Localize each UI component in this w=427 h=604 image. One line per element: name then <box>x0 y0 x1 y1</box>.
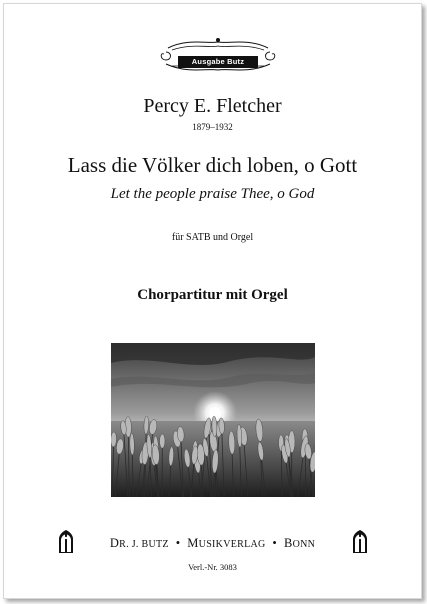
edition-type: Chorpartitur mit Orgel <box>137 287 288 303</box>
composer-years: 1879–1932 <box>192 122 233 132</box>
edition-label: Ausgabe Butz <box>178 56 258 68</box>
title-english: Let the people praise Thee, o God <box>110 186 315 202</box>
ornamental-banner-icon <box>158 34 278 76</box>
publisher-musikverlag: MUSIKVERLAG <box>187 536 266 550</box>
title-page <box>3 3 422 599</box>
publisher-name: DR. J. BUTZ <box>109 536 169 550</box>
composer-name: Percy E. Fletcher <box>143 95 282 117</box>
scoring: für SATB und Orgel <box>171 232 254 243</box>
publisher-line <box>4 536 421 551</box>
title-german: Lass die Völker dich loben, o Gott <box>67 153 358 177</box>
publisher-city: BONN <box>283 536 316 550</box>
catalog-number: Verl.-Nr. 3083 <box>188 562 237 572</box>
separator-dot: • <box>175 536 181 550</box>
wheat-field-photo <box>111 343 315 497</box>
separator-dot: • <box>272 536 278 550</box>
